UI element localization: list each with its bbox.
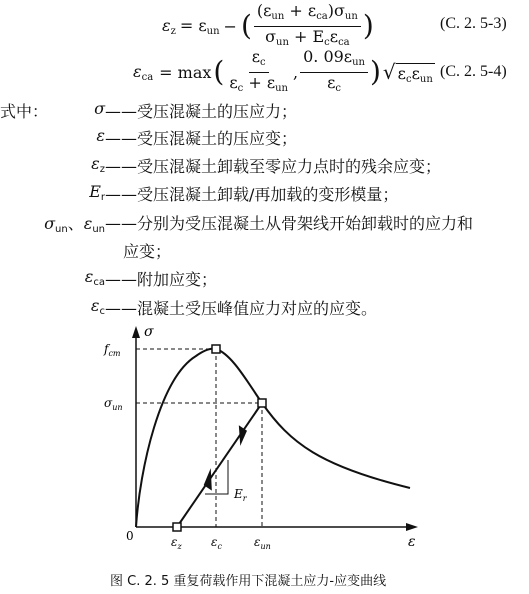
- x-axis-arrow: [406, 523, 418, 531]
- stress-strain-figure: [0, 318, 529, 558]
- symbol-epsilon-ca: $\varepsilon_{ca}$: [84, 267, 105, 288]
- definitions-intro: 式中：: [0, 102, 49, 121]
- eq2-sqrt: √ $\varepsilon_c\varepsilon_{un}$: [382, 59, 433, 85]
- definition-continuation: 应变；: [123, 242, 172, 261]
- fcm-label: $f_{cm}$: [104, 342, 121, 358]
- symbol-sigma-un-epsilon-un: $\sigma_{un}$、$\varepsilon_{un}$: [44, 214, 105, 235]
- origin-label: 0: [126, 529, 134, 543]
- x-axis-label: ε: [408, 534, 416, 550]
- eps-un-label: $\varepsilon_{un}$: [254, 535, 271, 551]
- eq2-max: = max: [159, 62, 212, 82]
- eq2-f2-numerator: 0. $09\varepsilon_{un}$: [300, 47, 368, 73]
- eq2-left-paren: (: [213, 55, 225, 88]
- eq2-lhs: $\varepsilon_{ca}$: [133, 61, 154, 83]
- definition-text: ——附加应变；: [105, 270, 218, 289]
- definition-text: ——受压混凝土的压应变；: [105, 129, 298, 148]
- eq2-number: (C. 2. 5-4): [440, 63, 507, 80]
- unload-arrow: [235, 425, 247, 446]
- eq2-fraction-1: [226, 47, 291, 98]
- unload-point: [258, 399, 266, 407]
- definition-text: ——受压混凝土卸载至零应力点时的残余应变；: [105, 157, 442, 176]
- eps-c-label: $\varepsilon_c$: [211, 535, 222, 551]
- figure-caption: 图 C. 2. 5 重复荷载作用下混凝土应力-应变曲线: [110, 574, 387, 589]
- definition-epsilon-z: [0, 154, 529, 180]
- symbol-sigma: σ: [94, 99, 105, 118]
- eq2-f1-denominator: $\varepsilon_c + \varepsilon_{un}$: [229, 72, 288, 94]
- definition-epsilon-ca: [0, 267, 529, 293]
- eq2-fraction-2: [300, 47, 368, 98]
- definition-text: ——受压混凝土卸载/再加载的变形模量；: [105, 185, 399, 204]
- eq1-rhs-start: = $\varepsilon_{un}$: [179, 15, 220, 37]
- eq2-right-paren: ): [369, 55, 381, 88]
- y-axis-label: σ: [144, 324, 154, 340]
- eq2-f2-denominator: $\varepsilon_c$: [327, 72, 341, 94]
- definition-sigma: [0, 99, 529, 125]
- definition-text: ——混凝土受压峰值应力对应的应变。: [105, 299, 378, 318]
- equation-c-2-5-4: [133, 46, 435, 94]
- definition-epsilon: [0, 126, 529, 152]
- eq1-numerator: $(\varepsilon_{un} + \varepsilon_{ca})\sigma_{un}$: [254, 1, 361, 27]
- eq1-fraction: [254, 1, 361, 52]
- definition-sigma-un-epsilon-un: [0, 211, 529, 237]
- sigma-un-label: $\sigma_{un}$: [104, 396, 123, 412]
- eq1-left-paren: (: [240, 9, 252, 42]
- symbol-epsilon-z: $\varepsilon_z$: [91, 154, 105, 175]
- definition-text: ——分别为受压混凝土从骨架线开始卸载时的应力和: [105, 214, 474, 233]
- symbol-epsilon: ε: [96, 126, 105, 145]
- definition-text: ——受压混凝土的压应力；: [105, 102, 298, 121]
- peak-point: [212, 345, 220, 353]
- eq2-f1-numerator: $\varepsilon_c$: [249, 47, 269, 73]
- symbol-epsilon-c: $\varepsilon_c$: [90, 296, 105, 317]
- definition-er: [0, 182, 529, 208]
- eq1-denominator: $\sigma_{un} + E_c\varepsilon_{ca}$: [265, 26, 350, 48]
- er-label: $E_r$: [234, 487, 247, 503]
- eq1-minus: −: [223, 16, 237, 36]
- y-axis-arrow: [132, 326, 140, 338]
- residual-point: [173, 523, 181, 531]
- eps-z-label: $\varepsilon_z$: [171, 535, 182, 551]
- eq1-lhs: $\varepsilon_z$: [162, 15, 176, 37]
- equation-c-2-5-3: [162, 0, 374, 48]
- eq1-number: (C. 2. 5-3): [440, 15, 507, 32]
- eq2-comma: ,: [293, 62, 299, 82]
- eq1-right-paren: ): [362, 9, 374, 42]
- symbol-er: $E_r$: [89, 182, 105, 203]
- unload-reload-line: [177, 403, 262, 527]
- skeleton-curve: [136, 349, 410, 527]
